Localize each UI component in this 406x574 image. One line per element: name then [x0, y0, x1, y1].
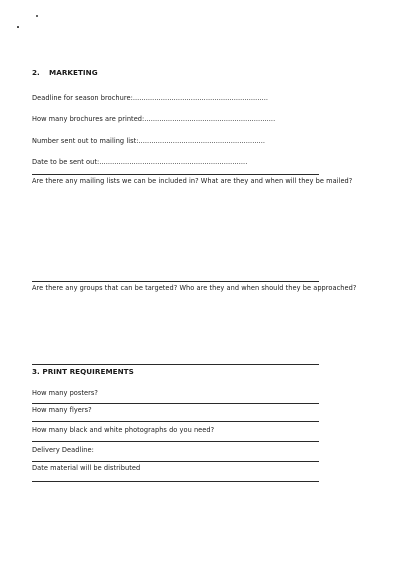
field-photographs: How many black and white photographs do you need? [32, 426, 215, 434]
answer-line [32, 461, 319, 462]
field-mailing-list-count: Number sent out to mailing list:........................................................... [32, 137, 266, 145]
field-distribution-date: Date material will be distributed [32, 464, 141, 472]
answer-line [32, 403, 319, 404]
field-brochures-printed: How many brochures are printed:............................................................. [32, 115, 276, 123]
question-mailing-lists: Are there any mailing lists we can be included in? What are they and when will they be mailed? [32, 177, 353, 185]
scan-speck [17, 26, 19, 28]
section-2-heading [32, 69, 98, 77]
divider-line [32, 174, 319, 175]
scan-speck [36, 15, 38, 17]
field-brochure-deadline: Deadline for season brochure:............................................................... [32, 94, 269, 102]
answer-line [32, 421, 319, 422]
question-target-groups: Are there any groups that can be targeted? Who are they and when should they be approached? [32, 284, 357, 292]
section-3-heading: 3. PRINT REQUIREMENTS [32, 367, 134, 376]
field-delivery-deadline: Delivery Deadline: [32, 446, 94, 454]
field-flyers: How many flyers? [32, 406, 92, 414]
field-posters: How many posters? [32, 389, 98, 397]
divider-line [32, 281, 319, 282]
section-2-title: MARKETING [49, 68, 98, 77]
answer-line [32, 481, 319, 482]
divider-line [32, 364, 319, 365]
section-2-number: 2. [32, 68, 40, 77]
field-send-out-date: Date to be sent out:..................................................................... [32, 158, 248, 166]
answer-line [32, 441, 319, 442]
